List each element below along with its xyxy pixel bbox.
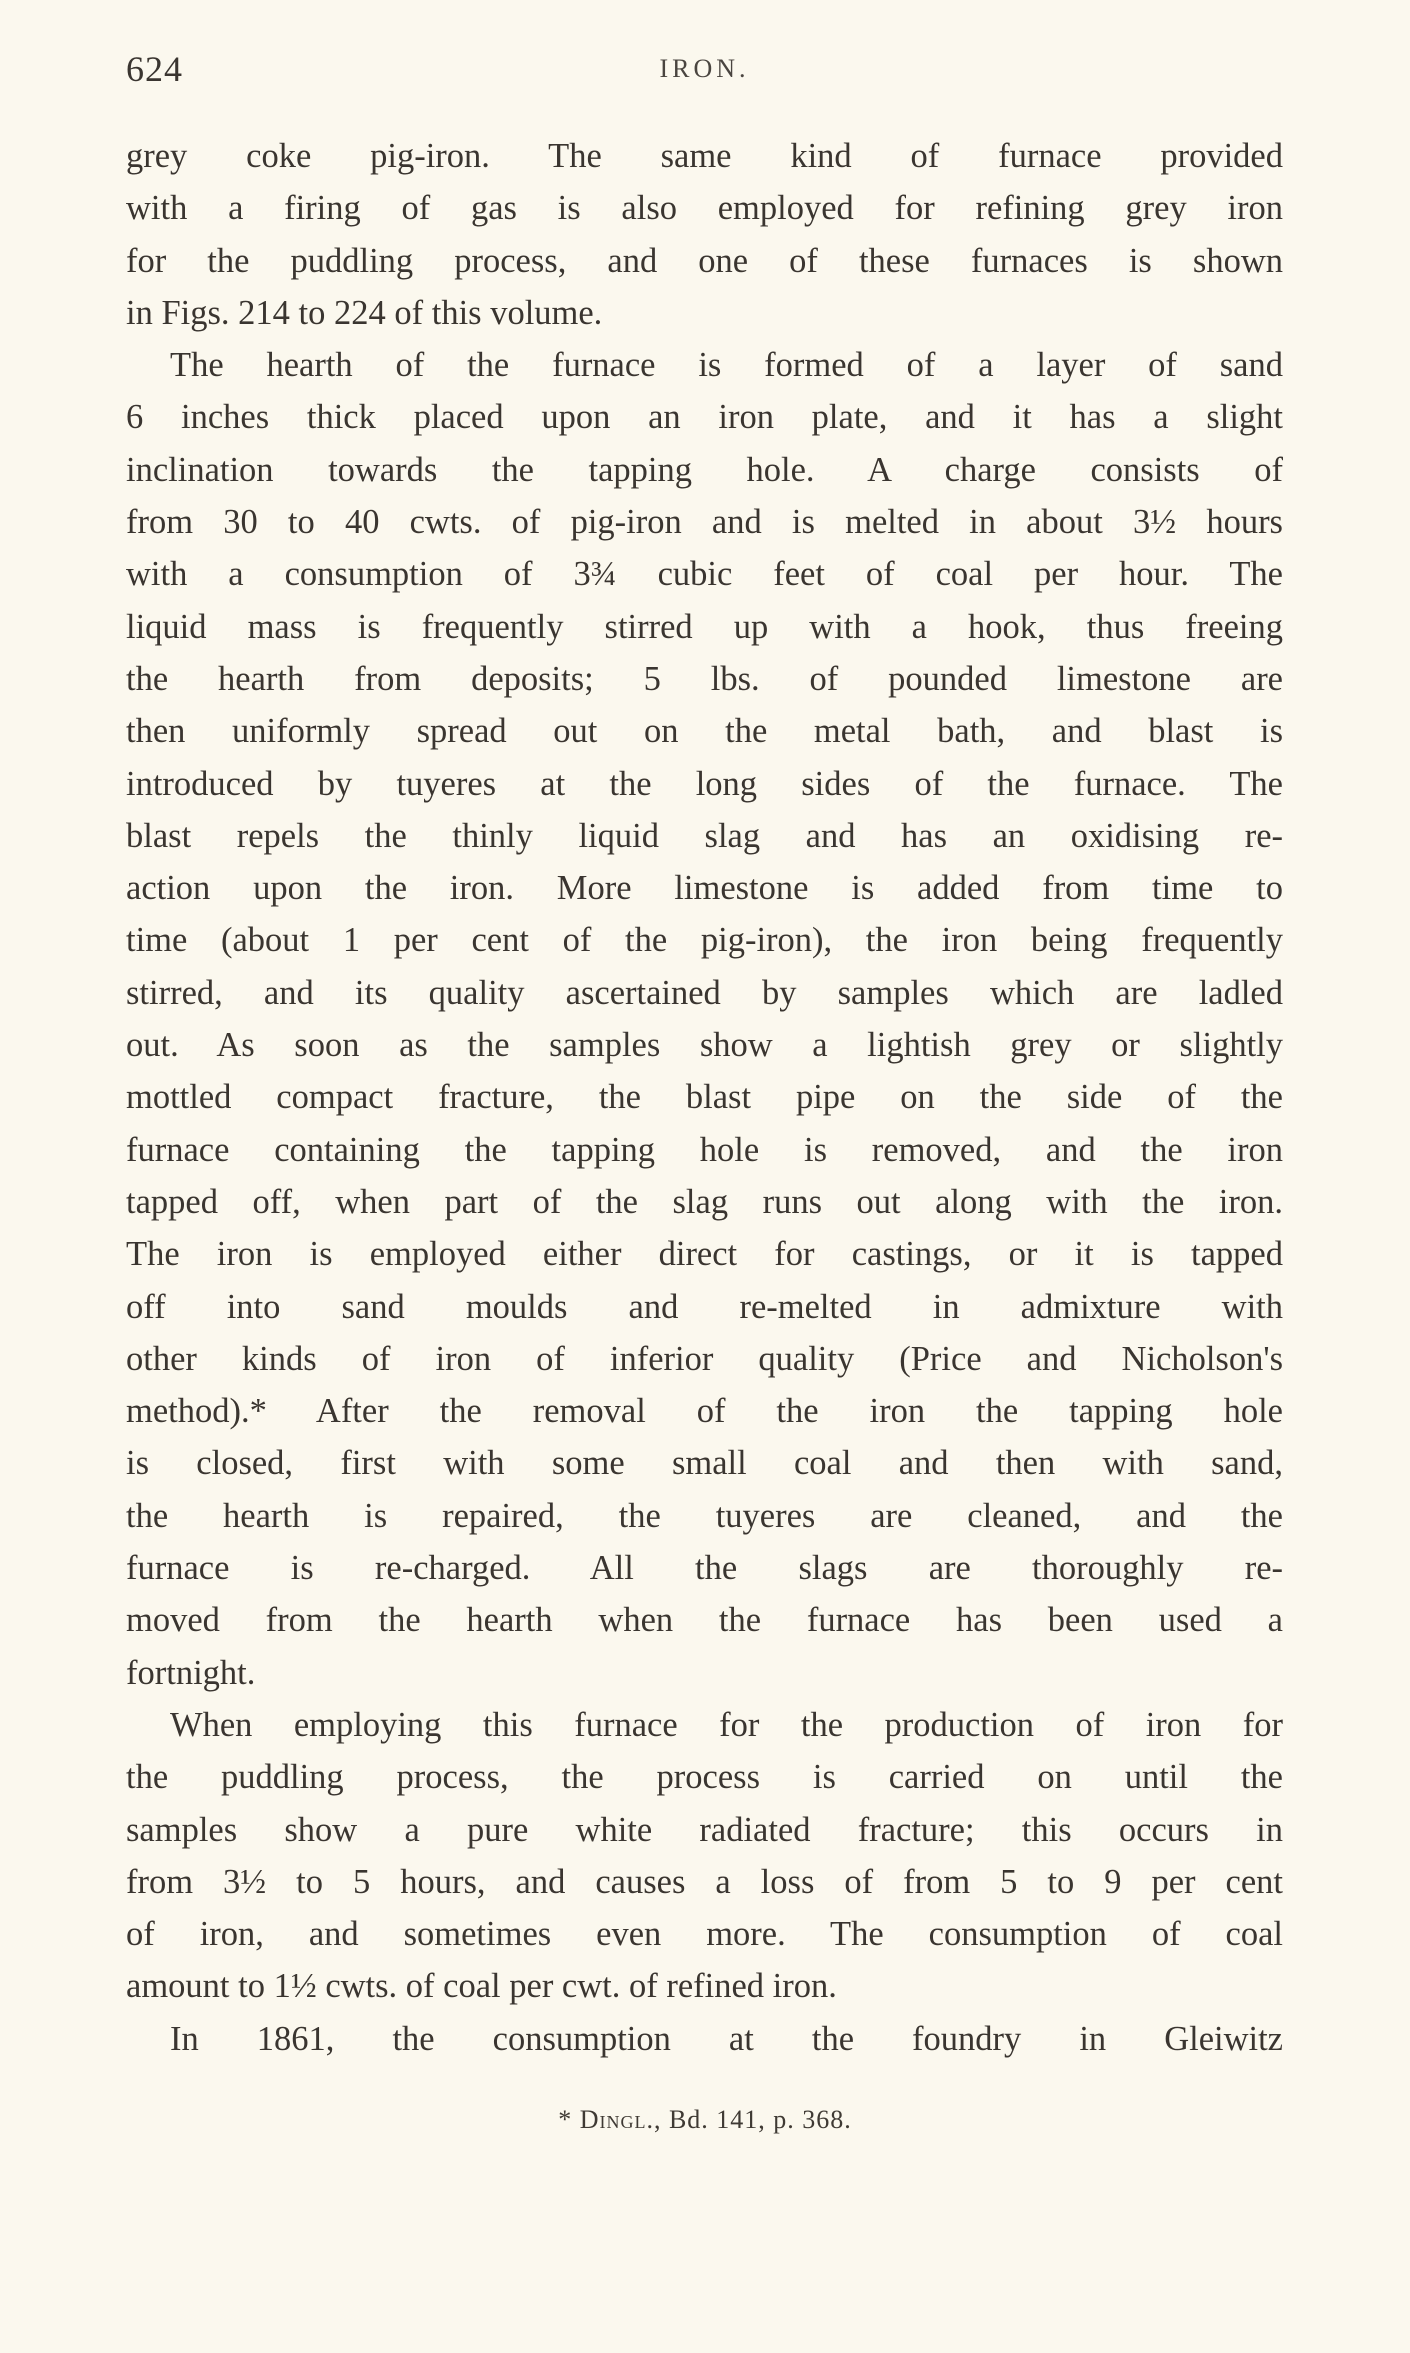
text-line: the hearth is repaired, the tuyeres are cleaned, and the [126, 1496, 1283, 1535]
text-line: amount to 1½ cwts. of coal per cwt. of refined iron. [126, 1967, 837, 2006]
text-line: introduced by tuyeres at the long sides of the furnace. The [126, 764, 1283, 803]
text-line: When employing this furnace for the production of iron for [170, 1705, 1283, 1744]
footnote-author: Dingl. [579, 2105, 654, 2134]
text-line: with a firing of gas is also employed for refining grey iron [126, 189, 1283, 228]
text-line: for the puddling process, and one of these furnaces is shown [126, 241, 1283, 280]
text-line: from 3½ to 5 hours, and causes a loss of from 5 to 9 per cent [126, 1862, 1283, 1901]
text-line: time (about 1 per cent of the pig-iron), the iron being frequently [126, 921, 1283, 960]
text-line: inclination towards the tapping hole. A charge consists of [126, 450, 1283, 489]
text-line: is closed, first with some small coal and then with sand, [126, 1444, 1283, 1483]
text-line: the puddling process, the process is carried on until the [126, 1758, 1283, 1797]
page-number: 624 [126, 49, 183, 89]
text-line: method).* After the removal of the iron the tapping hole [126, 1392, 1283, 1431]
body-text [126, 130, 1283, 2065]
text-line: other kinds of iron of inferior quality (Price and Nicholson's [126, 1339, 1283, 1378]
page-header [126, 48, 1283, 98]
text-line: moved from the hearth when the furnace has been used a [126, 1601, 1283, 1640]
text-line: liquid mass is frequently stirred up with a hook, thus freeing [126, 607, 1283, 646]
footnote-citation: , Bd. 141, p. 368. [653, 2105, 852, 2134]
running-title: IRON. [659, 54, 750, 83]
text-line: out. As soon as the samples show a lightish grey or slightly [126, 1026, 1283, 1065]
text-line: furnace containing the tapping hole is removed, and the iron [126, 1130, 1283, 1169]
text-line: in Figs. 214 to 224 of this volume. [126, 293, 603, 332]
text-line: action upon the iron. More limestone is added from time to [126, 869, 1283, 908]
text-line: In 1861, the consumption at the foundry in Gleiwitz [170, 2019, 1283, 2058]
text-line: samples show a pure white radiated fracture; this occurs in [126, 1810, 1283, 1849]
text-line: the hearth from deposits; 5 lbs. of pounded limestone are [126, 659, 1283, 698]
text-line: stirred, and its quality ascertained by samples which are ladled [126, 973, 1283, 1012]
text-line: then uniformly spread out on the metal bath, and blast is [126, 712, 1283, 751]
text-line: with a consumption of 3¾ cubic feet of coal per hour. The [126, 555, 1283, 594]
text-line: tapped off, when part of the slag runs out along with the iron. [126, 1182, 1283, 1221]
text-line: The iron is employed either direct for castings, or it is tapped [126, 1235, 1283, 1274]
footnote-mark: * [558, 2105, 573, 2134]
footnote [0, 2105, 1410, 2135]
text-line: The hearth of the furnace is formed of a layer of sand [170, 346, 1283, 385]
text-line: furnace is re-charged. All the slags are thoroughly re- [126, 1549, 1283, 1588]
text-line: blast repels the thinly liquid slag and has an oxidising re- [126, 816, 1283, 855]
text-line: 6 inches thick placed upon an iron plate, and it has a slight [126, 398, 1283, 437]
text-line: mottled compact fracture, the blast pipe on the side of the [126, 1078, 1283, 1117]
text-line: of iron, and sometimes even more. The consumption of coal [126, 1915, 1283, 1954]
text-line: grey coke pig-iron. The same kind of furnace provided [126, 137, 1283, 175]
text-line: off into sand moulds and re-melted in admixture with [126, 1287, 1283, 1326]
text-line: from 30 to 40 cwts. of pig-iron and is melted in about 3½ hours [126, 503, 1283, 542]
text-line: fortnight. [126, 1653, 256, 1692]
